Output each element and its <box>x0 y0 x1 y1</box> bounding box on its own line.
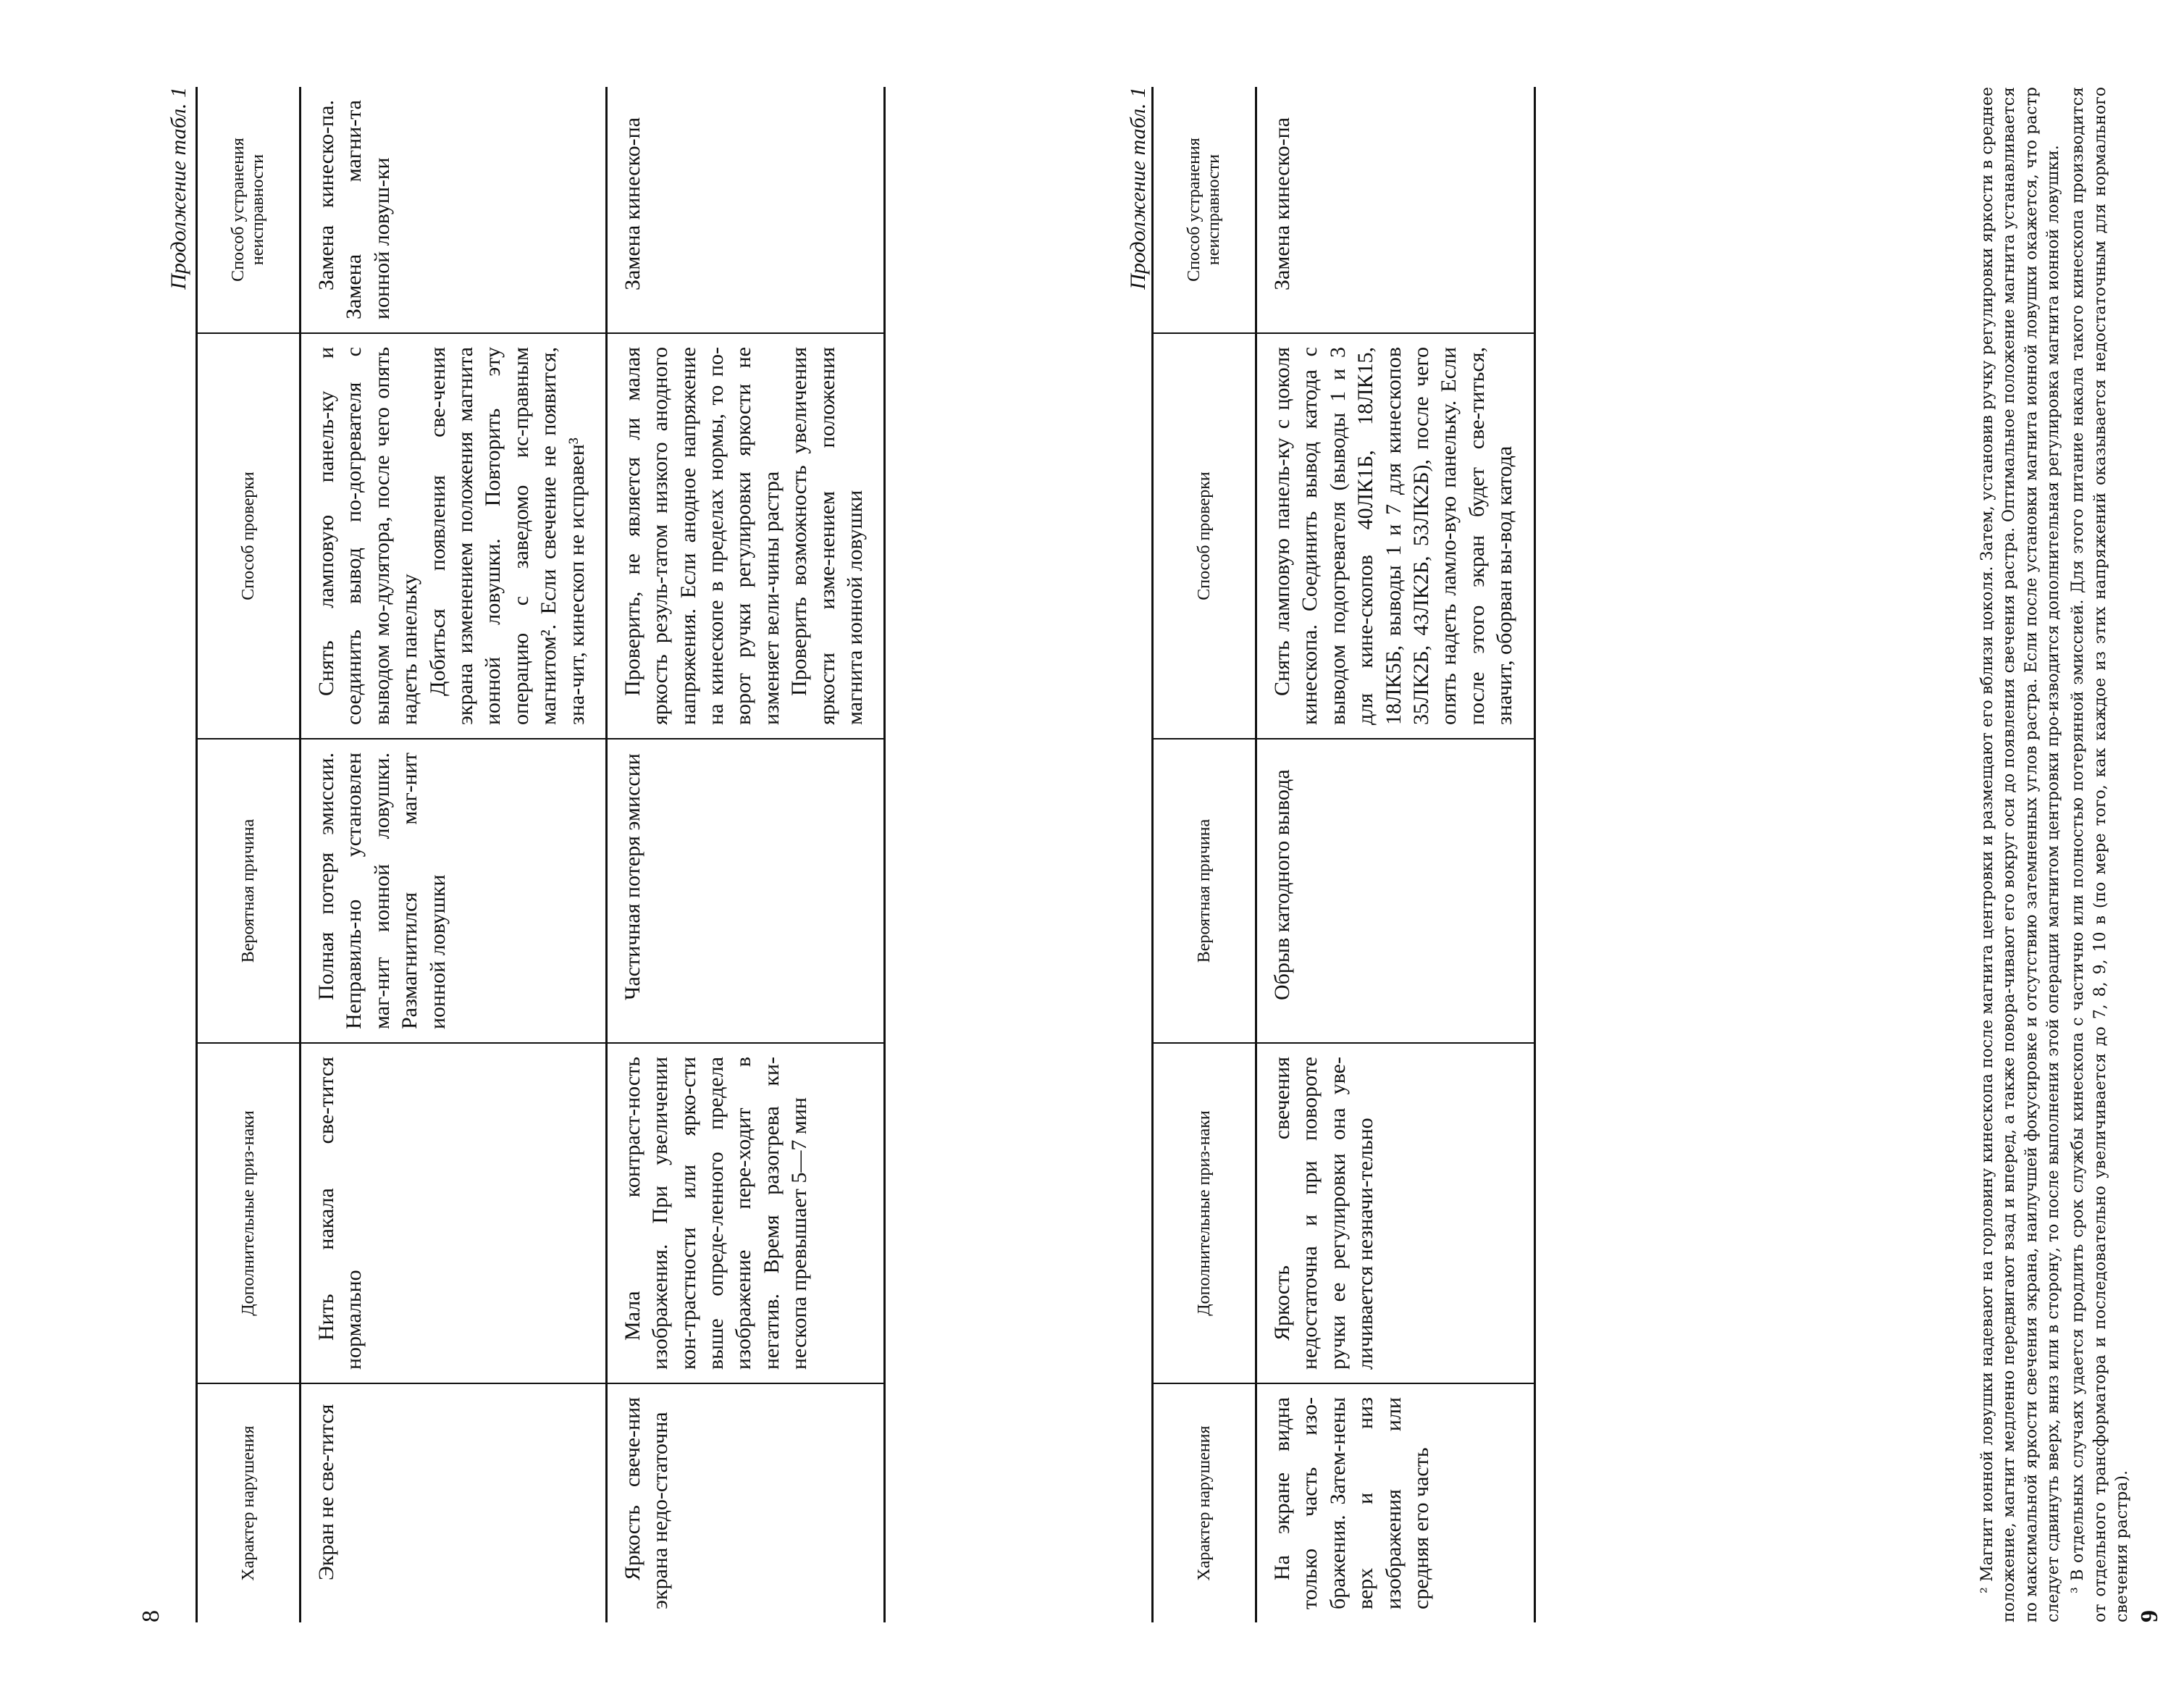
cell-symptom: На экране видна только часть изо-бражения. Затем-нены верх и низ изображения или средняя его часть <box>1256 1383 1535 1622</box>
header-fix: Способ устранения неисправности <box>1153 87 1256 333</box>
cell-cause: Частичная потеря эмиссии <box>606 739 885 1043</box>
header-symptom: Характер нарушения <box>1153 1383 1256 1622</box>
page-right <box>1126 58 2184 1666</box>
header-symptom: Характер нарушения <box>197 1383 301 1622</box>
footnote: ³ В отдельных случаях удается продлить срок службы кинескопа с частично или полностью потерянной эмиссией. Для этого питание накала такого кинескопа производится от отдельного трансформатора и последовательно увеличивается до 7, 8, 9, 10 в (по мере того, как каждое из этих напряжений оказывается недостаточным для нормального свечения растра). <box>2069 87 2132 1622</box>
cell-check <box>606 333 885 739</box>
table-header-row <box>197 87 301 1622</box>
table-row <box>301 87 607 1622</box>
check-paragraph: Добиться появления све-чения экрана изменением положения магнита ионной ловушки. Повторить эту операцию с заведомо ис-правным магнитом². Если свечение не появится, зна-чит, кинескоп не исправен³ <box>425 347 589 725</box>
header-fix: Способ устранения неисправности <box>197 87 301 333</box>
footnote: ² Магнит ионной ловушки надевают на горловину кинескопа после магнита центровки и размещают его вблизи цоколя. Затем, установив ручку регулировки яркости в среднее положение, магнит медленно передвигают взад и вперед, а также повора-чивают его вокруг оси до появления свечения растра. Оптимальное положение магнита устанавливается по максимальной яркости свечения экрана, наилучшей фокусировке и отсутствию затемненных углов растра. Если после установки магнита ионной ловушки окажется, что растр следует сдвинуть вверх, вниз или в сторону, то после выполнения этой операции магнитом центровки про-изводится дополнительная регулировка магнита ионной ловушки. <box>1978 87 2063 1622</box>
header-check: Способ проверки <box>197 333 301 739</box>
header-extra-signs: Дополнительные приз-наки <box>1153 1043 1256 1383</box>
table-continuation-caption: Продолжение табл. 1 <box>167 87 190 290</box>
cell-cause: Полная потеря эмиссии. Неправиль-но установлен маг-нит ионной ловушки. Размагнитился маг-нит ионной ловушки <box>301 739 607 1043</box>
cell-extra-signs: Мала контраст-ность изображения. При увеличении кон-трастности или ярко-сти выше опреде-ленного предела изображение пере-ходит в негатив. Время разогрева ки-нескопа превышает 5—7 мин <box>606 1043 885 1383</box>
header-extra-signs: Дополнительные приз-наки <box>197 1043 301 1383</box>
cell-symptom: Экран не све-тится <box>314 1404 338 1580</box>
cell-fix: Замена кинеско-па <box>1256 87 1535 333</box>
troubleshooting-table <box>196 87 886 1622</box>
page-number: 8 <box>138 1610 164 1622</box>
table-header-row <box>1153 87 1256 1622</box>
table-continuation-caption: Продолжение табл. 1 <box>1126 87 1150 290</box>
table-row <box>1256 87 1535 1622</box>
check-paragraph: Снять ламповую панель-ку и соединить вывод по-догревателя с выводом мо-дулятора, после чего опять надеть панельку <box>314 347 422 725</box>
header-cause: Вероятная причина <box>1153 739 1256 1043</box>
check-paragraph: Проверить, не является ли малая яркость резуль-татом низкого анодного напряжения. Если анодное напряжение на кинескопе в пределах нормы, то по-ворот ручки регулировки яркости не изменяет вели-чины растра <box>620 347 784 725</box>
cell-extra-signs: Нить накала све-тится нормально <box>301 1043 607 1383</box>
check-paragraph: Проверить возможность увеличения яркости изме-нением положения магнита ионной ловушки <box>787 347 868 725</box>
header-check: Способ проверки <box>1153 333 1256 739</box>
cell-symptom: Яркость свече-ния экрана недо-статочна <box>606 1383 885 1622</box>
cell-cause: Обрыв катодного вывода <box>1256 739 1535 1043</box>
cell-fix: Замена кинеско-па. Замена магни-та ионной ловуш-ки <box>301 87 607 333</box>
cell-check <box>1256 333 1535 739</box>
header-cause: Вероятная причина <box>197 739 301 1043</box>
page-number: 9 <box>2136 1610 2163 1622</box>
page-left <box>130 58 1072 1666</box>
cell-fix: Замена кинеско-па <box>606 87 885 333</box>
table-row <box>606 87 885 1622</box>
cell-extra-signs: Яркость свечения недостаточна и при повороте ручки ее регулировки она уве-личивается незначи-тельно <box>1256 1043 1535 1383</box>
troubleshooting-table <box>1151 87 1536 1622</box>
cell-check <box>301 333 607 739</box>
check-paragraph: Снять ламповую панель-ку с цоколя кинескопа. Соединить вывод катода с выводом подогревателя (выводы 1 и 3 для кине-скопов 40ЛК1Б, 18ЛК15, 18ЛК5Б, выводы 1 и 7 для кинескопов 35ЛК2Б, 43ЛК2Б, 53ЛК2Б), после чего опять надеть ламло-вую панельку. Если после этого экран будет све-титься, значит, оборван вы-вод катода <box>1270 347 1517 725</box>
footnotes <box>1977 87 2137 1622</box>
